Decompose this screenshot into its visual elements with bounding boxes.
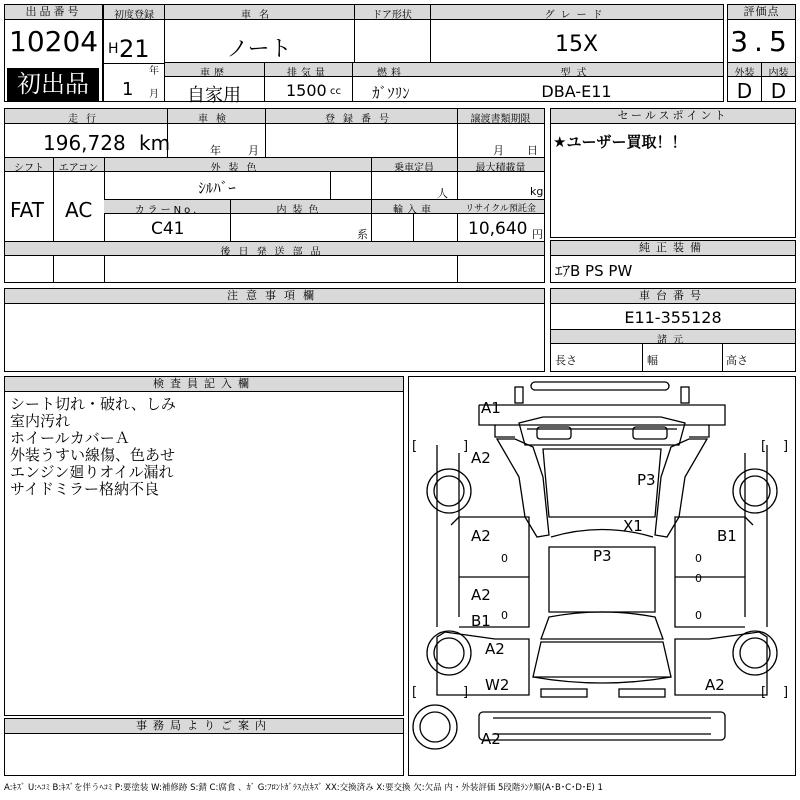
note-line: エンジン廻りオイル漏れ <box>10 463 174 481</box>
aircon-label: エアコン <box>58 163 99 174</box>
caution-box <box>4 288 545 372</box>
score-value: 3.5 <box>730 25 793 58</box>
zero-mark: 0 <box>501 609 508 622</box>
note-line: サイドミラー格納不良 <box>10 480 159 498</box>
legend: A:ｷｽﾞ U:ﾍｺﾐ B:ｷｽﾞを伴うﾍｺﾐ P:要塗装 W:補修跡 S:錆 C:腐食 、ｶﾞ G:ﾌﾛﾝﾄｶﾞﾗｽ点ｷｽﾞ XX:交換済み X:要交換 欠:欠品 内・外装評価 5段階ﾗﾝｸ順(A･B･C･D･E) 1 <box>4 783 603 793</box>
lot-box <box>4 4 103 102</box>
int-label: 内装 <box>768 68 789 79</box>
reg-month: 1 <box>122 79 134 100</box>
damage-mark: A2 <box>471 586 491 604</box>
sales-point-label: セールスポイント <box>551 109 795 124</box>
details-table <box>4 108 545 283</box>
office-label: 事務局よりご案内 <box>5 719 403 734</box>
sales-point-text: ★ユーザー買取！！ <box>553 133 687 151</box>
grade-value: 15X <box>554 32 599 57</box>
ext-color-label: 外装色 <box>210 163 265 174</box>
note-line: ホイールカバーＡ <box>10 429 130 447</box>
ext-label: 外装 <box>734 68 755 79</box>
mileage-unit: km <box>139 131 171 155</box>
damage-mark: A1 <box>481 399 501 417</box>
office-box <box>4 718 404 776</box>
car-outline-diagram <box>409 377 795 775</box>
transfer-month-unit: 月 <box>493 144 504 157</box>
fuel-label: 燃料 <box>377 68 405 79</box>
note-line: 外装うすい線傷、色あせ <box>10 446 176 464</box>
bracket-right-bot: ] <box>463 685 469 700</box>
damage-mark: B1 <box>471 612 491 630</box>
car-name-value: ノート <box>226 37 292 62</box>
chassis-box <box>550 288 796 372</box>
damage-mark: A2 <box>705 676 725 694</box>
height-label: 高さ <box>726 354 748 367</box>
era: H <box>108 41 119 57</box>
year-unit: 年 <box>149 66 159 77</box>
int-color-unit: 系 <box>357 228 368 241</box>
max-load-label: 最大積載量 <box>475 163 526 174</box>
fuel-value: ｶﾞｿﾘﾝ <box>372 84 410 102</box>
model-value: DBA-E11 <box>541 82 612 101</box>
equipment-label: 純正装備 <box>551 241 795 256</box>
bracket-left-top: [ <box>412 439 418 454</box>
damage-mark: P3 <box>593 547 612 565</box>
int-color-label: 内装色 <box>276 205 325 216</box>
model-label: 型式 <box>560 68 593 79</box>
lot-label: 出品番号 <box>5 5 102 20</box>
inspector-notes <box>10 396 176 498</box>
zero-mark: 0 <box>695 572 702 585</box>
damage-mark: A2 <box>485 640 505 658</box>
zero-mark: 0 <box>695 609 702 622</box>
displacement-unit: cc <box>330 86 341 97</box>
score-label: 評価点 <box>728 5 795 20</box>
bracket-right-top-r: ] <box>783 439 789 454</box>
first-reg-label: 初度登録 <box>114 10 154 21</box>
chassis-value: E11-355128 <box>624 308 722 327</box>
car-name-label: 車名 <box>241 10 277 21</box>
inspector-label: 検査員記入欄 <box>5 377 403 392</box>
damage-mark: A2 <box>471 449 491 467</box>
recycle-unit: 円 <box>532 228 543 241</box>
equipment-value: ｴｱB PS PW <box>555 262 633 280</box>
damage-mark: X1 <box>623 517 643 535</box>
width-label: 幅 <box>647 354 658 367</box>
inspection-month-unit: 月 <box>248 144 259 157</box>
damage-mark: P3 <box>637 471 656 489</box>
reg-number-label: 登録番号 <box>325 114 397 125</box>
equipment-box <box>550 240 796 283</box>
bracket-right-top: ] <box>463 439 469 454</box>
ext-score: D <box>736 79 753 103</box>
ext-color-value: ｼﾙﾊﾞｰ <box>198 179 236 197</box>
reg-year: 21 <box>119 35 150 63</box>
shift-value: FAT <box>10 198 45 222</box>
score-box <box>727 4 796 102</box>
inspector-box <box>4 376 404 716</box>
length-label: 長さ <box>555 354 577 367</box>
color-no-value: C41 <box>151 219 185 239</box>
damage-diagram <box>408 376 796 776</box>
damage-mark: A2 <box>471 527 491 545</box>
capacity-unit: 人 <box>437 187 448 200</box>
int-score: D <box>770 79 787 103</box>
damage-mark: A2 <box>481 730 501 748</box>
recycle-label: リサイクル預託金 <box>465 204 536 214</box>
bracket-left-bot-r: [ <box>761 685 767 700</box>
displacement-value: 1500 <box>286 81 327 100</box>
month-unit: 月 <box>149 89 159 100</box>
history-label: 車歴 <box>200 68 228 79</box>
mileage-label: 走行 <box>68 114 104 125</box>
max-load-unit: kg <box>530 185 544 198</box>
damage-mark: W2 <box>485 676 510 694</box>
first-listing-badge: 初出品 <box>7 68 99 101</box>
recycle-value: 10,640 <box>468 219 528 239</box>
bracket-right-bot-r: ] <box>783 685 789 700</box>
inspection-label: 車検 <box>198 114 234 125</box>
history-value: 自家用 <box>187 85 241 106</box>
transfer-day-unit: 日 <box>527 144 538 157</box>
later-parts-label: 後日発送部品 <box>220 247 329 258</box>
import-label: 輸入車 <box>393 205 435 216</box>
inspection-year-unit: 年 <box>210 144 221 157</box>
lot-number: 10204 <box>9 25 99 58</box>
door-label: ドア形状 <box>372 10 412 21</box>
vehicle-info-table <box>103 4 724 106</box>
note-line: シート切れ・破れ、しみ <box>10 395 176 413</box>
capacity-label: 乗車定員 <box>394 163 434 174</box>
shift-label: シフト <box>14 163 44 174</box>
damage-mark: B1 <box>717 527 737 545</box>
aircon-value: AC <box>65 198 93 222</box>
color-no-label: カラーNo. <box>134 205 200 216</box>
caution-label: 注意事項欄 <box>5 289 544 304</box>
zero-mark: 0 <box>695 552 702 565</box>
note-line: 室内汚れ <box>10 412 71 430</box>
dims-label: 諸元 <box>657 335 689 346</box>
bracket-left-bot: [ <box>412 685 418 700</box>
displacement-label: 排気量 <box>287 68 329 79</box>
grade-label: グレード <box>544 10 609 21</box>
transfer-label: 譲渡書類期限 <box>470 114 531 125</box>
chassis-label: 車台番号 <box>551 289 795 304</box>
sales-point-box <box>550 108 796 238</box>
bracket-left-top-r: [ <box>761 439 767 454</box>
mileage-value: 196,728 <box>43 131 126 155</box>
zero-mark: 0 <box>501 552 508 565</box>
